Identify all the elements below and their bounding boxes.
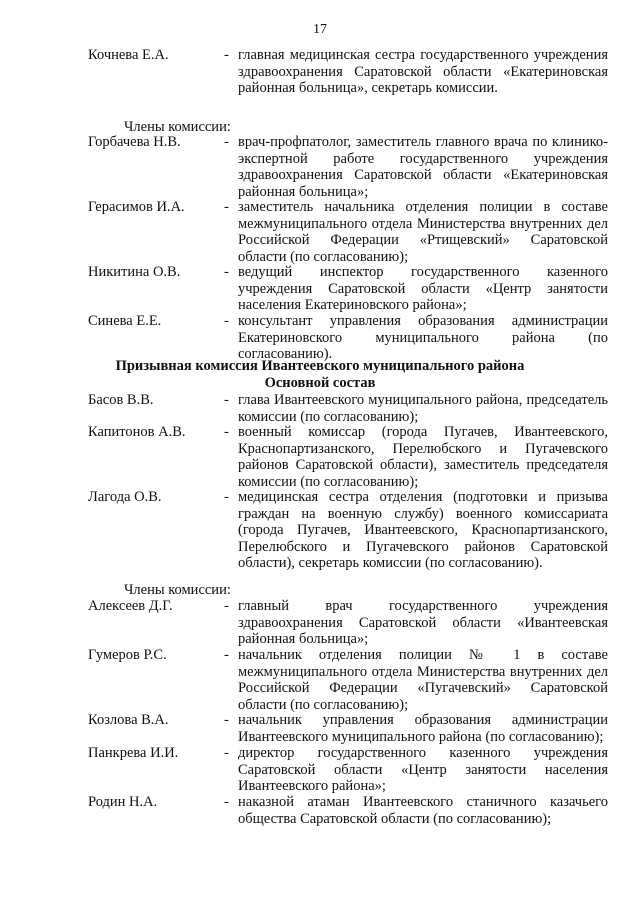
person-name: Кочнева Е.А. bbox=[88, 47, 169, 63]
dash-separator: - bbox=[224, 47, 229, 63]
person-role: главный врач государственного учреждения здравоохранения Саратовской области «Ивантеевская районная больница»; bbox=[238, 598, 608, 647]
person-role: консультант управления образования администрации Екатериновского муниципального района (по согласованию). bbox=[238, 313, 608, 362]
dash-separator: - bbox=[224, 424, 229, 440]
dash-separator: - bbox=[224, 647, 229, 663]
member-entry bbox=[88, 598, 608, 648]
person-role: медицинская сестра отделения (подготовки и призыва граждан на военную службу) военного комиссариата (города Пугачев, Ивантеевского, Краснопартизанского, Перелюбского и Пугачевского районов Саратовской области), секретарь комиссии (по согласованию). bbox=[238, 489, 608, 571]
dash-separator: - bbox=[224, 712, 229, 728]
person-role: наказной атаман Ивантеевского станичного казачьего общества Саратовской области (по согласованию); bbox=[238, 794, 608, 827]
person-name: Капитонов А.В. bbox=[88, 424, 186, 440]
section-heading: Призывная комиссия Ивантеевского муниципального района bbox=[115, 358, 525, 374]
person-name: Козлова В.А. bbox=[88, 712, 169, 728]
dash-separator: - bbox=[224, 134, 229, 150]
person-name: Алексеев Д.Г. bbox=[88, 598, 173, 614]
person-name: Герасимов И.А. bbox=[88, 199, 185, 215]
member-entry bbox=[88, 134, 608, 200]
person-name: Никитина О.В. bbox=[88, 264, 181, 280]
section-subheading: Основной состав bbox=[264, 375, 376, 391]
person-role: глава Ивантеевского муниципального района, председатель комиссии (по согласованию); bbox=[238, 392, 608, 425]
person-name: Лагода О.В. bbox=[88, 489, 162, 505]
person-role: начальник управления образования администрации Ивантеевского муниципального района (по согласованию); bbox=[238, 712, 608, 745]
members-title: Члены комиссии: bbox=[124, 582, 231, 598]
person-name: Гумеров Р.С. bbox=[88, 647, 167, 663]
person-role: военный комиссар (города Пугачев, Ивантеевского, Краснопартизанского, Перелюбского и Пугачевского районов Саратовской области), заместитель председателя комиссии (по согласованию); bbox=[238, 424, 608, 490]
member-entry bbox=[88, 313, 608, 363]
main-entry bbox=[88, 392, 608, 425]
dash-separator: - bbox=[224, 794, 229, 810]
person-name: Синева Е.Е. bbox=[88, 313, 162, 329]
member-entry bbox=[88, 647, 608, 713]
dash-separator: - bbox=[224, 489, 229, 505]
person-role: директор государственного казенного учреждения Саратовской области «Центр занятости населения Ивантеевского района»; bbox=[238, 745, 608, 794]
dash-separator: - bbox=[224, 199, 229, 215]
member-entry bbox=[88, 745, 608, 795]
dash-separator: - bbox=[224, 745, 229, 761]
person-role: заместитель начальника отделения полиции в составе межмуниципального отдела Министерства внутренних дел Российской Федерации «Ртищевский» Саратовской области (по согласованию); bbox=[238, 199, 608, 265]
person-role: начальник отделения полиции № 1 в составе межмуниципального отдела Министерства внутренних дел Российской Федерации «Пугачевский» Саратовской области (по согласованию); bbox=[238, 647, 608, 713]
main-entry bbox=[88, 424, 608, 490]
person-role: врач-профпатолог, заместитель главного врача по клинико-экспертной работе государственного учреждения здравоохранения Саратовской области «Екатериновская районная больница»; bbox=[238, 134, 608, 200]
dash-separator: - bbox=[224, 598, 229, 614]
person-name: Панкрева И.И. bbox=[88, 745, 179, 761]
secretary-entry bbox=[88, 47, 608, 97]
person-role: главная медицинская сестра государственного учреждения здравоохранения Саратовской области «Екатериновская районная больница», секретарь комиссии. bbox=[238, 47, 608, 96]
person-name: Басов В.В. bbox=[88, 392, 154, 408]
members-title: Члены комиссии: bbox=[124, 119, 231, 135]
dash-separator: - bbox=[224, 264, 229, 280]
member-entry bbox=[88, 794, 608, 827]
member-entry bbox=[88, 264, 608, 314]
person-role: ведущий инспектор государственного казенного учреждения Саратовской области «Центр занятости населения Екатериновского района»; bbox=[238, 264, 608, 313]
person-name: Родин Н.А. bbox=[88, 794, 158, 810]
dash-separator: - bbox=[224, 392, 229, 408]
dash-separator: - bbox=[224, 313, 229, 329]
person-name: Горбачева Н.В. bbox=[88, 134, 181, 150]
main-entry bbox=[88, 489, 608, 572]
member-entry bbox=[88, 712, 608, 745]
page-number: 17 bbox=[313, 22, 327, 37]
member-entry bbox=[88, 199, 608, 265]
